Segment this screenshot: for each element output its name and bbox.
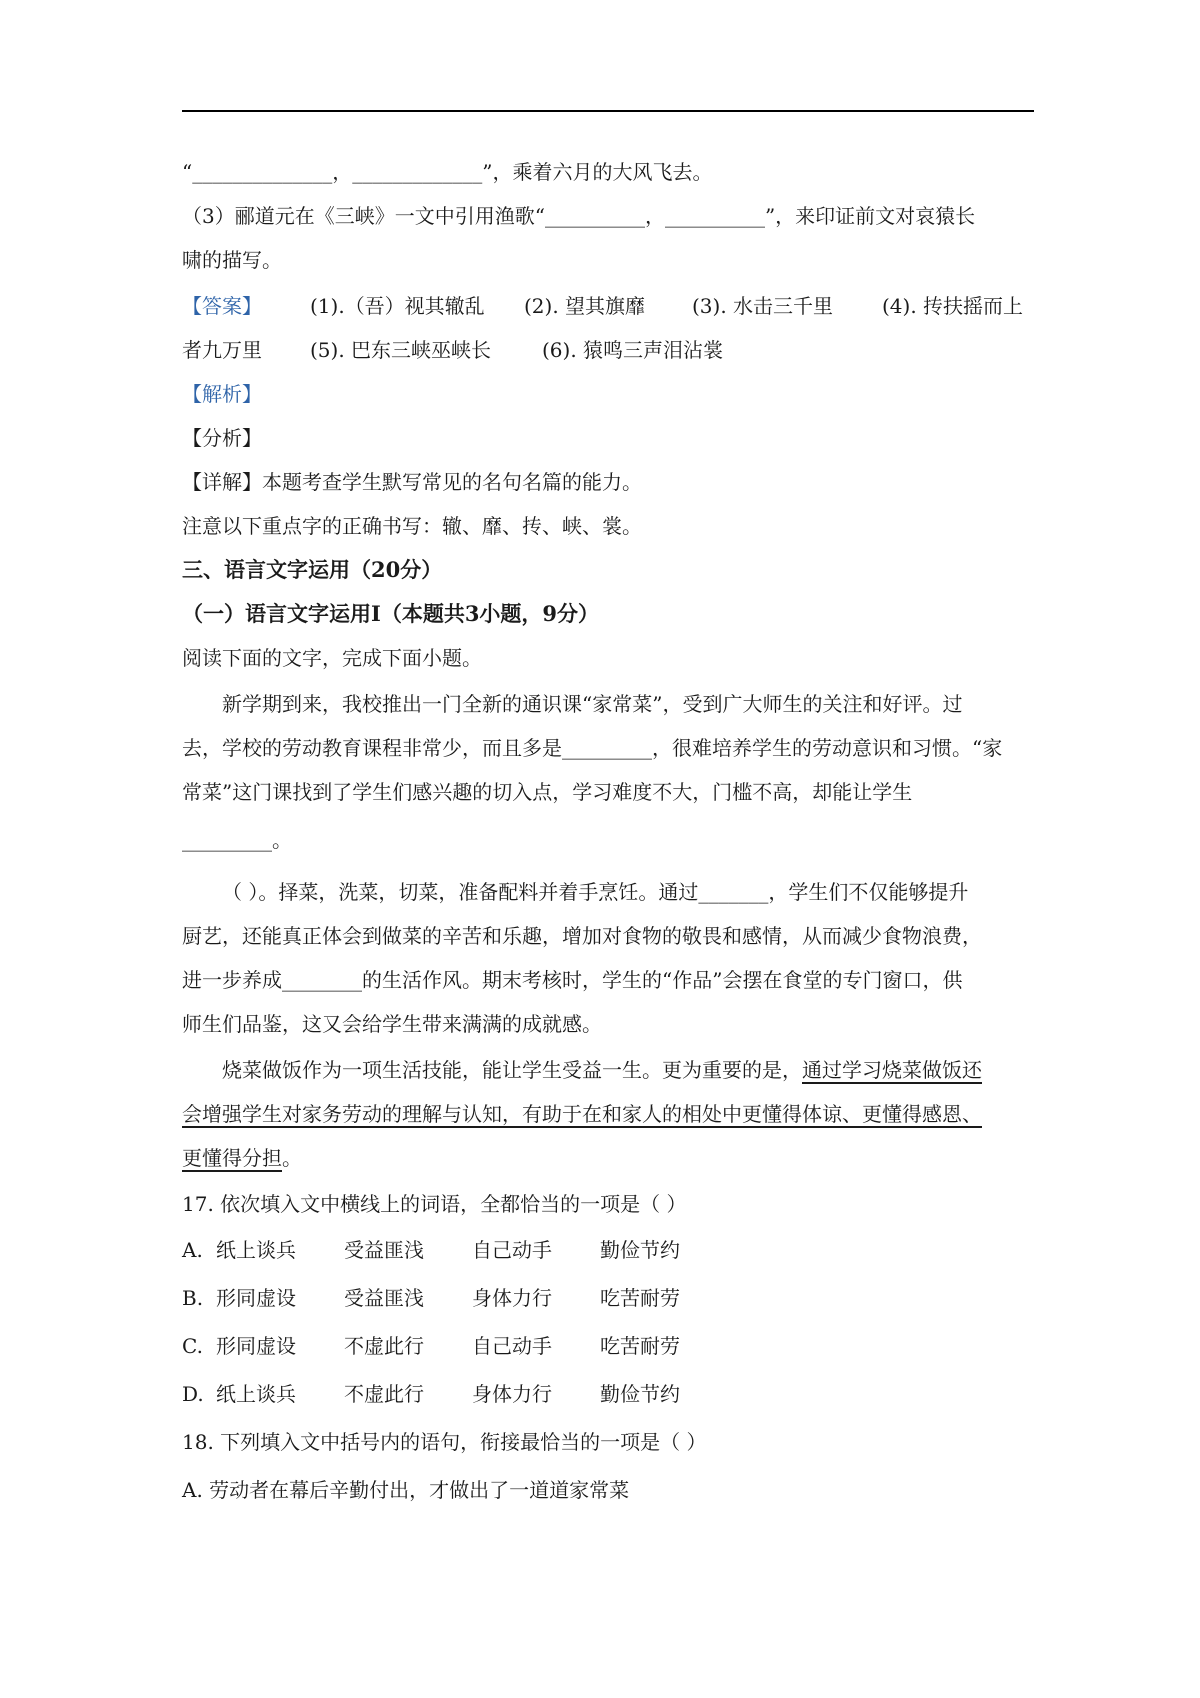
subsection-heading: （一）语言文字运用Ⅰ（本题共3小题，9分） <box>182 601 600 626</box>
passage-line: 新学期到来，我校推出一门全新的通识课“家常菜”，受到广大师生的关注和好评。过 <box>222 692 963 716</box>
option-word: 身体力行 <box>472 1286 552 1310</box>
analysis-label: 【解析】 <box>182 382 262 406</box>
note-text: 注意以下重点字的正确书写：辙、靡、抟、峡、裳。 <box>182 514 642 538</box>
answer-item: (4). 抟扶摇而上 <box>882 294 1024 318</box>
answer-item: (5). 巴东三峡巫峡长 <box>310 338 492 362</box>
answer-item: (6). 猿鸣三声泪沾裳 <box>542 338 724 362</box>
underlined-sentence: 更懂得分担 <box>182 1146 282 1170</box>
passage-line: _________。 <box>182 828 292 852</box>
passage-line: 厨艺，还能真正体会到做菜的辛苦和乐趣，增加对食物的敬畏和感情，从而减少食物浪费， <box>182 924 982 948</box>
option-word: 不虚此行 <box>344 1382 424 1406</box>
option-word: 不虚此行 <box>344 1334 424 1358</box>
text-line: “______________，_____________”，乘着六月的大风飞去。 <box>182 160 713 184</box>
xiangjie-text: 【详解】本题考查学生默写常见的名句名篇的能力。 <box>182 470 642 494</box>
option-letter: C. <box>182 1334 203 1358</box>
passage-text: 。 <box>282 1146 302 1170</box>
answer-item: (1).（吾）视其辙乱 <box>310 294 485 318</box>
passage-line <box>222 1056 1034 1084</box>
option-word: 吃苦耐劳 <box>600 1286 680 1310</box>
option-row-a: A. 劳动者在幕后辛勤付出，才做出了一道道家常菜 <box>182 1478 630 1502</box>
underlined-sentence: 会增强学生对家务劳动的理解与认知，有助于在和家人的相处中更懂得体谅、更懂得感恩、 <box>182 1102 982 1126</box>
passage-line <box>182 1144 1034 1172</box>
underlined-sentence: 通过学习烧菜做饭还 <box>802 1058 982 1082</box>
option-word: 形同虚设 <box>216 1286 296 1310</box>
passage-line: 常菜”这门课找到了学生们感兴趣的切入点，学习难度不大，门槛不高，却能让学生 <box>182 780 913 804</box>
option-word: 自己动手 <box>472 1334 552 1358</box>
option-word: 纸上谈兵 <box>216 1382 296 1406</box>
header-rule <box>182 110 1034 112</box>
instruction-text: 阅读下面的文字，完成下面小题。 <box>182 646 482 670</box>
passage-line: 进一步养成________的生活作风。期末考核时，学生的“作品”会摆在食堂的专门窗口，供 <box>182 968 963 992</box>
option-letter: D. <box>182 1382 204 1406</box>
passage-line: （ ）。择菜，洗菜，切菜，准备配料并着手烹饪。通过_______，学生们不仅能够提升 <box>222 880 969 904</box>
text-line: （3）郦道元在《三峡》一文中引用渔歌“__________，__________”，来印证前文对哀猿长 <box>182 204 976 228</box>
answer-item: 者九万里 <box>182 338 262 362</box>
answer-item: (3). 水击三千里 <box>692 294 834 318</box>
option-word: 纸上谈兵 <box>216 1238 296 1262</box>
option-letter: B. <box>182 1286 204 1310</box>
option-word: 勤俭节约 <box>600 1382 680 1406</box>
answer-item: (2). 望其旗靡 <box>524 294 646 318</box>
option-word: 勤俭节约 <box>600 1238 680 1262</box>
option-letter: A. <box>182 1238 203 1262</box>
option-word: 受益匪浅 <box>344 1286 424 1310</box>
answer-label: 【答案】 <box>182 294 262 318</box>
option-word: 受益匪浅 <box>344 1238 424 1262</box>
option-word: 身体力行 <box>472 1382 552 1406</box>
option-word: 自己动手 <box>472 1238 552 1262</box>
passage-line: 去，学校的劳动教育课程非常少，而且多是_________，很难培养学生的劳动意识和习惯。“家 <box>182 736 1003 760</box>
option-word: 吃苦耐劳 <box>600 1334 680 1358</box>
option-word: 形同虚设 <box>216 1334 296 1358</box>
question-18: 18. 下列填入文中括号内的语句，衔接最恰当的一项是（ ） <box>182 1430 707 1454</box>
question-17: 17. 依次填入文中横线上的词语，全都恰当的一项是（ ） <box>182 1192 687 1216</box>
section-heading: 三、语言文字运用（20分） <box>182 557 443 582</box>
fenxi-label: 【分析】 <box>182 426 262 450</box>
text-line: 啸的描写。 <box>182 248 282 272</box>
passage-text: 烧菜做饭作为一项生活技能，能让学生受益一生。更为重要的是， <box>222 1058 802 1082</box>
passage-line: 师生们品鉴，这又会给学生带来满满的成就感。 <box>182 1012 602 1036</box>
